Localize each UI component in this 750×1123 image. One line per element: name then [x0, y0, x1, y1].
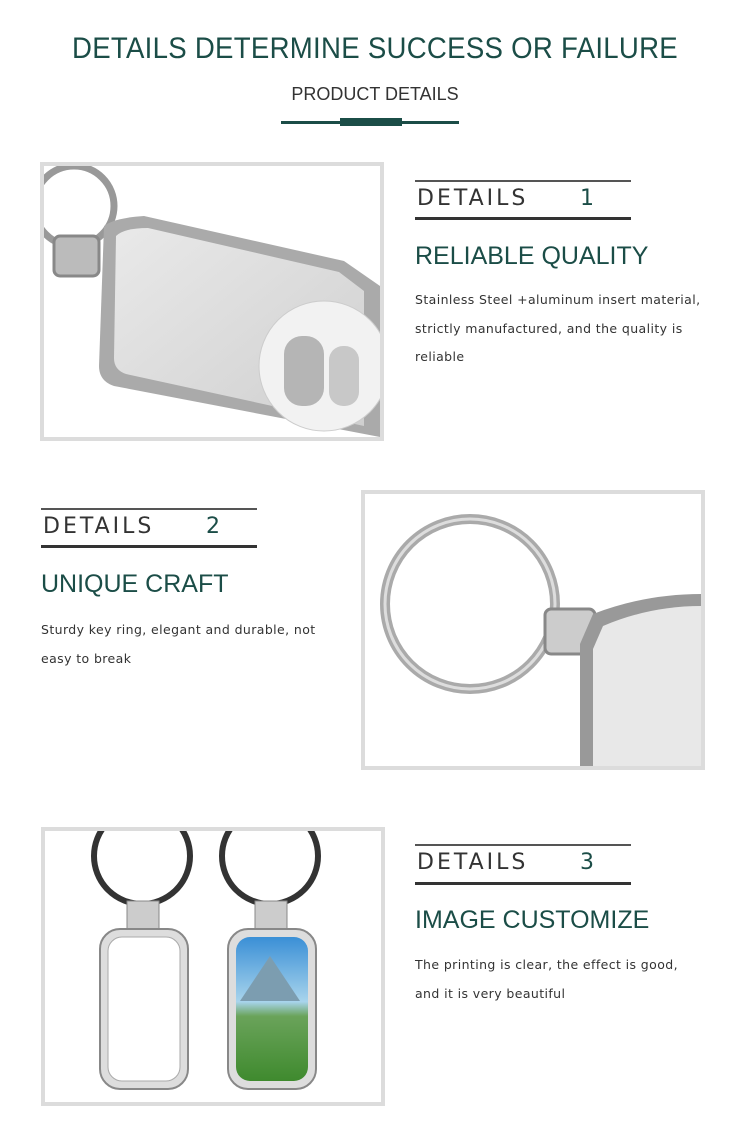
details-label: DETAILS: [417, 186, 529, 211]
blank-and-printed-keychains-image: [41, 827, 385, 1106]
section-heading: RELIABLE QUALITY: [415, 242, 649, 270]
page-title: DETAILS DETERMINE SUCCESS OR FAILURE: [71, 32, 678, 65]
details-1-block: [415, 180, 701, 380]
details-3-block: [415, 844, 678, 1014]
divider-accent: [340, 118, 402, 126]
rule-bottom: [415, 217, 631, 220]
rule-top: [41, 508, 257, 510]
rule-bottom: [415, 882, 631, 885]
rule-bottom: [41, 545, 257, 548]
page-subtitle: PRODUCT DETAILS: [291, 84, 459, 104]
section-body: Sturdy key ring, elegant and durable, not easy to break: [41, 622, 316, 666]
key-ring-image: [361, 490, 705, 770]
rule-top: [415, 844, 631, 846]
details-label: DETAILS: [43, 514, 155, 539]
section-body: Stainless Steel +aluminum insert material, strictly manufactured, and the quality is reliable: [415, 292, 701, 364]
rule-top: [415, 180, 631, 182]
section-heading: IMAGE CUSTOMIZE: [415, 906, 650, 934]
section-body: The printing is clear, the effect is good, and it is very beautiful: [415, 957, 678, 1001]
details-number: 1: [580, 186, 594, 211]
keychain-closeup-image: [40, 162, 384, 441]
details-2-block: [41, 508, 316, 678]
details-number: 2: [206, 514, 220, 539]
details-label: DETAILS: [417, 850, 529, 875]
section-heading: UNIQUE CRAFT: [41, 570, 229, 598]
details-number: 3: [580, 850, 594, 875]
